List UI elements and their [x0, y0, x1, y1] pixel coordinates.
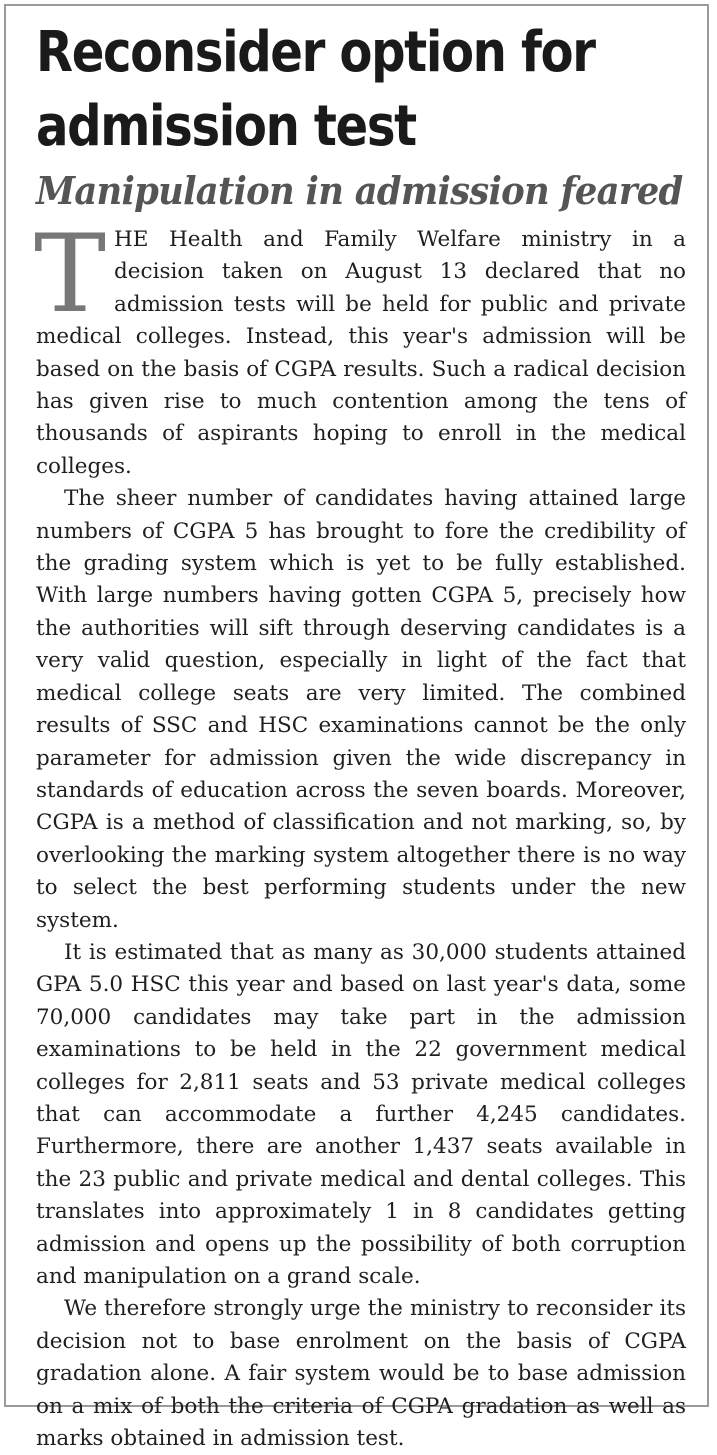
headline: Reconsider option for admission test [36, 20, 595, 159]
article-body [34, 212, 686, 1455]
paragraph-4: We therefore strongly urge the ministry to reconsider its decision not to base enrolment on the basis of CGPA gradation alone. A fair system would be to base admission on a mix of both the criteria of CGPA gradation as well as marks obtained in admission test. [36, 1296, 686, 1452]
drop-cap: T [34, 212, 107, 337]
subheadline: Manipulation in admission feared [36, 168, 683, 213]
paragraph-3: It is estimated that as many as 30,000 students attained GPA 5.0 HSC this year and based on last year's data, some 70,000 candidates may take part in the admission examinations to be held in the 22 government medical colleges for 2,811 seats and 53 private medical colleges that can accommodate a further 4,245 candidates. Furthermore, there are another 1,437 seats available in the 23 public and private medical and dental colleges. This translates into approximately 1 in 8 candidates getting admission and opens up the possibility of both corruption and manipulation on a grand scale. [36, 939, 686, 1289]
paragraph-1 [34, 212, 686, 483]
paragraph-2: The sheer number of candidates having attained large numbers of CGPA 5 has brought to fore the credibility of the grading system which is yet to be fully established. With large numbers having gotten CGPA 5, precisely how the authorities will sift through deserving candidates is a very valid question, especially in light of the fact that medical college seats are very limited. The combined results of SSC and HSC examinations cannot be the only parameter for admission given the wide discrepancy in standards of education across the seven boards. Moreover, CGPA is a method of classification and not marking, so, by overlooking the marking system altogether there is no way to select the best performing students under the new system. [36, 486, 686, 933]
article-frame [4, 4, 709, 1452]
paragraph-1-text: HE Health and Family Welfare ministry in a decision taken on August 13 declared that no admission tests will be held for public and private medical colleges. Instead, this year's admission will be based on the basis of CGPA results. Such a radical decision has given rise to much contention among the tens of thousands of aspirants hoping to enroll in the medical colleges. [36, 227, 686, 479]
